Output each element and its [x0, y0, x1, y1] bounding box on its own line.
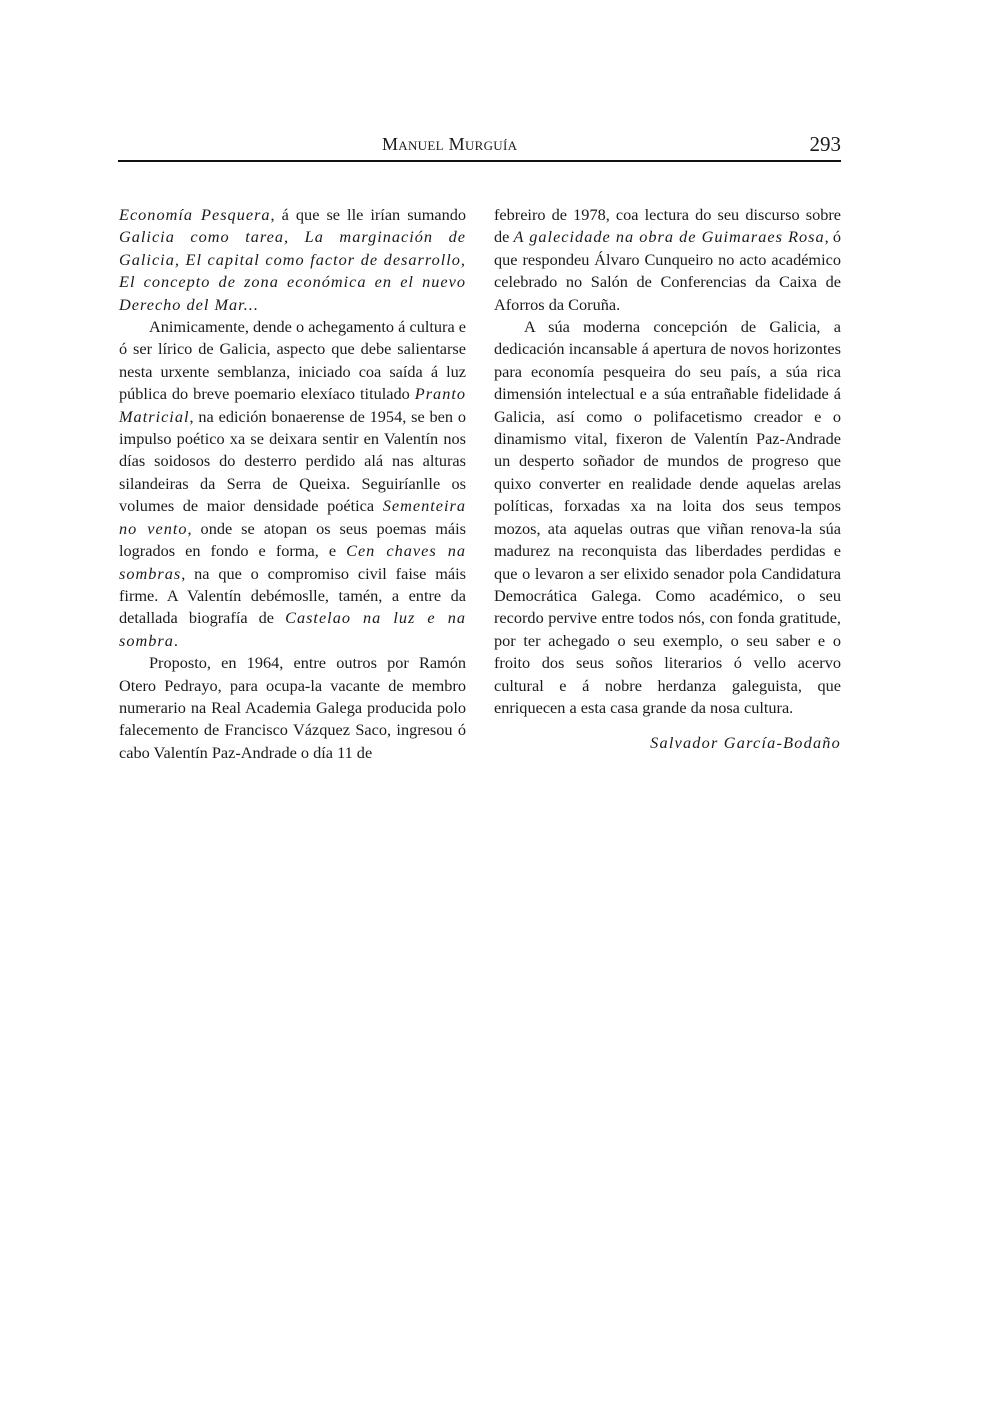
page-number: 293 [809, 132, 841, 156]
paragraph [119, 652, 466, 764]
paragraph [494, 204, 841, 316]
text-run: febreiro de 1978, coa lectura do seu discurso sobre de [494, 205, 841, 247]
paragraph [494, 316, 841, 719]
paragraph [119, 204, 466, 316]
italic-title: Galicia como tarea, La marginación de Galicia, El capital como factor de desarrollo, El concepto de zona económica en el nuevo Derecho del Mar [119, 227, 466, 314]
text-run: , á que se lle irían sumando [270, 205, 467, 224]
paragraph [119, 316, 466, 652]
text-run: . [173, 630, 178, 650]
text-run: ... [243, 294, 259, 314]
italic-title: Pranto Matricial [119, 384, 466, 426]
text-run: , na edición bonaerense de 1954, se ben o impulso poético xa se deixara sentir en Valentín nos días soidosos do desterro perdido alá nas alturas silandeiras da Serra de Queixa. Seguiríanlle os volumes de maior densidade poética [119, 406, 466, 516]
italic-title: A galecidade na obra de Guimaraes Rosa [513, 227, 825, 247]
page-header [118, 130, 841, 160]
italic-title: Sementeira no vento [119, 496, 466, 538]
text-run: Proposto, en 1964, entre outros por Ramón Otero Pedrayo, para ocupa-la vacante de membro numerario na Real Academia Galega producida polo falecemento de Francisco Vázquez Saco, ingresou ó cabo Valentín Paz-Andrade o día 11 de [119, 653, 466, 762]
text-run: A súa moderna concepción de Galicia, a dedicación incansable á apertura de novos horizontes para economía pesqueira do seu país, a súa rica dimensión intelectual e a súa entrañable fidelidade á Galicia, así como o polifacetismo creador e o dinamismo vital, fixeron de Valentín Paz-Andrade un desperto soñador de mundos de progreso que quixo converter en realidade dende aquelas arelas políticas, forxadas xa na loita dos seus tempos mozos, ata aquelas outras que viñan renova-la súa madurez na reconquista das liberdades perdidas e que o levaron a ser elixido senador pola Candidatura Democrática Galega. Como académico, o seu recordo pervive entre todos nós, con fonda gratitude, por ter achegado o seu exemplo, o seu saber e o froito dos seus soños literarios ó vello acervo cultural e á nobre herdanza galeguista, que enriquecen a esta casa grande da nosa cultura. [494, 317, 841, 717]
text-run: , onde se atopan os seus poemas máis logrados en fondo e forma, e [119, 518, 467, 561]
right-column [494, 204, 841, 755]
left-column [119, 204, 466, 764]
header-rule [118, 160, 841, 162]
text-run: , na que o compromiso civil faise máis firme. A Valentín debémoslle, tamén, a entre da detallada biografía de [119, 563, 466, 628]
italic-title: Economía Pesquera [119, 205, 271, 224]
italic-title: Cen chaves na sombras [119, 541, 466, 583]
running-head: Manuel Murguía [382, 134, 518, 154]
text-run: Animicamente, dende o achegamento á cultura e ó ser lírico de Galicia, aspecto que debe salientarse nesta urxente semblanza, iniciado coa saída á luz pública do breve poemario elexíaco titulado [119, 317, 466, 404]
text-run: , ó que respondeu Álvaro Cunqueiro no acto académico celebrado no Salón de Conferencias da Caixa de Aforros da Coruña. [494, 227, 842, 314]
italic-title: Castelao na luz e na sombra [119, 608, 466, 650]
author-signature: Salvador García-Bodaño [650, 733, 841, 753]
